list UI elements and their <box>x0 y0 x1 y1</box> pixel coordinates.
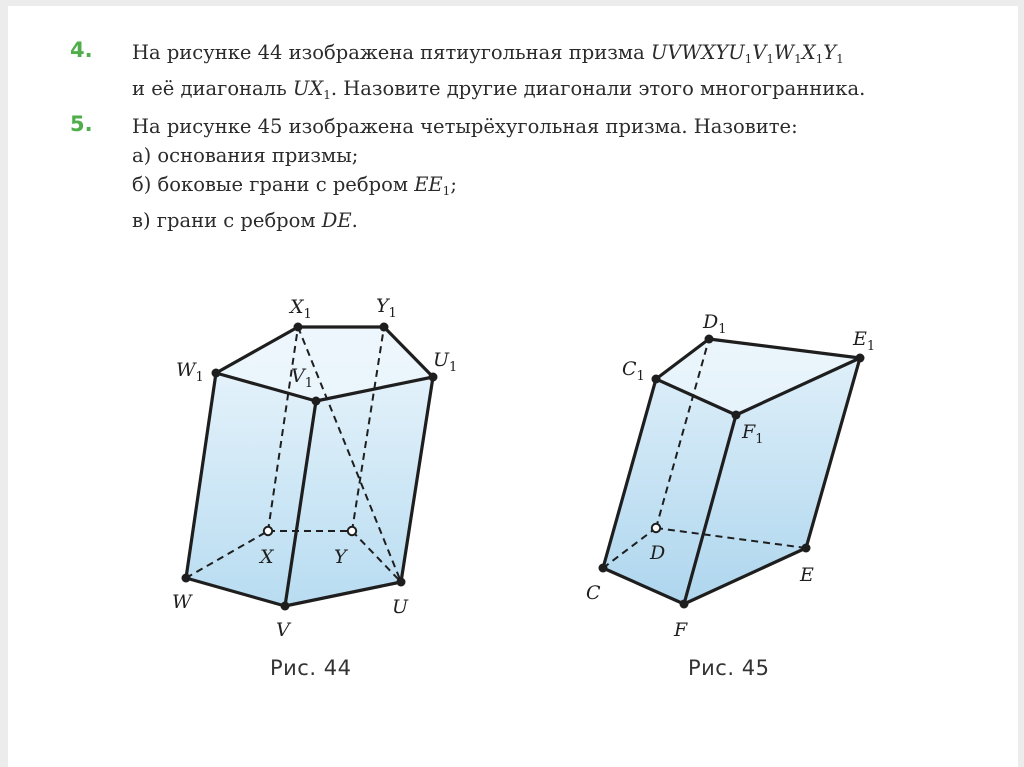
vertex-label-y: Y <box>334 546 347 568</box>
vertex-label-c1: $C_1$ <box>622 358 645 384</box>
problem-number: 4. <box>70 38 93 62</box>
problem-line: На рисунке 45 изображена четырёхугольная призма. Назовите: <box>132 115 798 138</box>
text-fragment: . Назовите другие диагонали этого многогранника. <box>330 77 866 100</box>
vertex-label-w: W <box>172 591 192 613</box>
vertex-label-d: D <box>650 542 666 564</box>
problem-number: 5. <box>70 112 93 136</box>
vertex-label-e: E <box>800 564 814 586</box>
vertex-label-d1: $D_1$ <box>703 311 727 337</box>
diagonal-name: $UX_1$ <box>292 77 331 102</box>
vertex-label-x1: $X_1$ <box>290 296 312 322</box>
subquestion-b: б) боковые грани с ребром $EE_1$; <box>132 173 457 198</box>
subquestion-a: а) основания призмы; <box>132 144 359 167</box>
figure-44-caption: Рис. 44 <box>270 656 352 680</box>
figure-45-caption: Рис. 45 <box>688 656 770 680</box>
vertex-label-v1: $V_1$ <box>291 365 314 391</box>
vertex-label-x: X <box>260 546 274 568</box>
prism-45 <box>586 311 875 641</box>
vertex-label-u: U <box>392 596 409 618</box>
text-fragment: и её диагональ <box>132 77 293 100</box>
vertex-label-c: C <box>586 582 601 604</box>
vertex-label-u1: $U_1$ <box>433 349 458 375</box>
vertex-label-f1: $F_1$ <box>742 421 764 447</box>
prism-45-hidden-vertices <box>652 524 660 532</box>
prism-name: $UVWXYU_1V_1W_1X_1Y_1$ <box>650 41 844 66</box>
vertex-label-f: F <box>674 619 688 641</box>
vertex-label-v: V <box>276 619 290 641</box>
vertex-label-w1: $W_1$ <box>176 359 204 385</box>
subquestion-c: в) грани с ребром DE. <box>132 209 358 232</box>
text-fragment: На рисунке 44 изображена пятиугольная призма <box>132 41 651 64</box>
prism-44 <box>172 295 457 641</box>
vertex-label-y1: $Y_1$ <box>376 295 397 321</box>
vertex-label-e1: $E_1$ <box>853 328 876 354</box>
